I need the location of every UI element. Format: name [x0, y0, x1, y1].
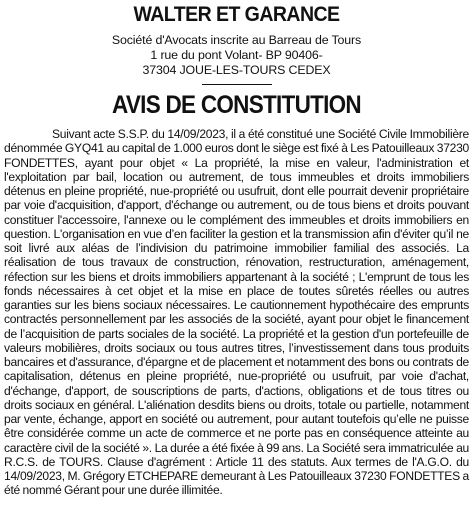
- law-firm-address-block: [4, 33, 469, 78]
- notice-title: AVIS DE CONSTITUTION: [112, 91, 361, 119]
- law-firm-city-address: 37304 JOUE-LES-TOURS CEDEX: [142, 63, 331, 77]
- divider-line: [202, 84, 272, 85]
- law-firm-street-address: 1 rue du pont Volant- BP 90406-: [150, 48, 323, 62]
- law-firm-description: Société d'Avocats inscrite au Barreau de Tours: [111, 33, 362, 47]
- notice-body: Suivant acte S.S.P. du 14/09/2023, il a été constitué une Société Civile Immobilière dénommée GYQ41 au capital de 1.000 euros dont le siège est fixé à Les Patouilleaux 37230 FONDETTES, ayant pour objet « La propriété, la mise en valeur, l'administration et l'exploitation par bail, location ou autrement, de tous immeubles et droits immobiliers détenus en pleine propriété, nue-propriété ou usufruit, dont elle pourrait devenir propriétaire par voie d'acquisition, d'apport, d'échange ou autrement, ou de tous biens et droits pouvant constituer l'accessoire, l'annexe ou le complément des immeubles et droits immobiliers en question. L'organisation en vue d’en faciliter la gestion et la transmission afin d'éviter qu’il ne soit livré aux aléas de l’indivision du patrimoine immobilier familial des associés. La réalisation de tous travaux de construction, rénovation, restructuration, aménagement, réfection sur les biens et droits immobiliers appartenant à la société ; L'emprunt de tous les fonds nécessaires à cet objet et la mise en place de toutes sûretés réelles ou autres garanties sur les biens sociaux nécessaires. Le cautionnement hypothécaire des emprunts contractés personnellement par les associés de la société, ayant pour objet le financement de l’acquisition de parts sociales de la société. La propriété et la gestion d'un portefeuille de valeurs mobilières, droits sociaux ou tous autres titres, l’investissement dans tous produits bancaires et d'assurance, d'épargne et de placement et notamment des bons ou contrats de capitalisation, détenus en pleine propriété, nue-propriété ou usufruit, par voie d'achat, d'échange, d'apport, de souscriptions de parts, d'actions, obligations et de tous titres ou droits sociaux en général. L'aliénation desdits biens ou droits, totale ou partielle, notamment par vente, échange, apport en société ou autrement, pour autant toutefois qu’elle ne puisse être considérée comme un acte de commerce et ne porte pas en conséquence atteinte au caractère civil de la société ». La durée a été fixée à 99 ans. La Société sera immatriculée au R.C.S. de TOURS. Clause d'agrément : Article 11 des statuts. Aux termes de l'A.G.O. du 14/09/2023, M. Grégory ETCHEPARE demeurant à Les Patouilleaux 37230 FONDETTES a été nommé Gérant pour une durée illimitée.: [4, 127, 469, 498]
- law-firm-name: WALTER ET GARANCE: [133, 3, 340, 26]
